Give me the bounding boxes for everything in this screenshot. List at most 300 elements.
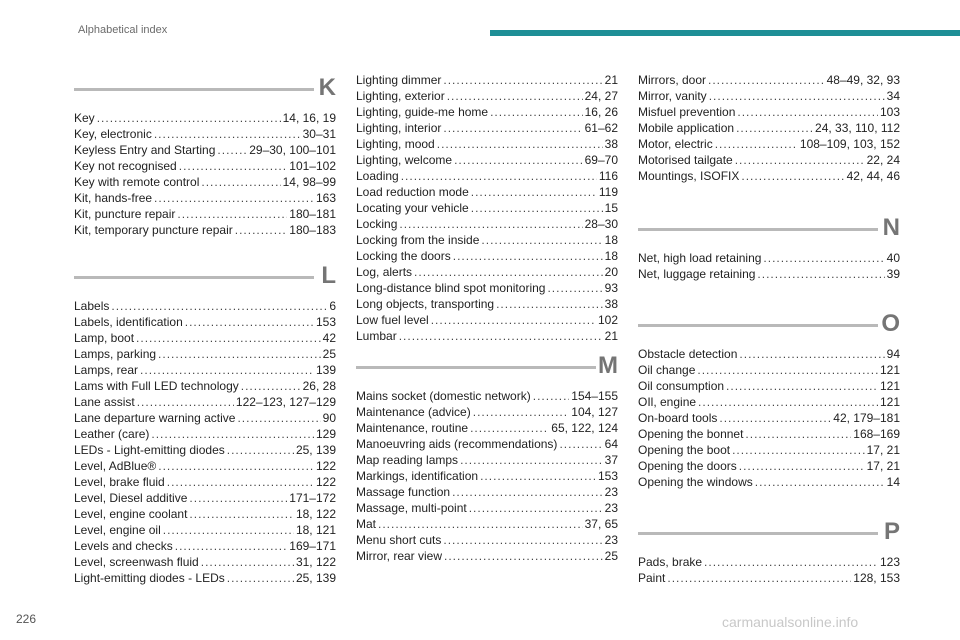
entry-pages: 18, 121 [295,523,336,537]
entry-term: Level, brake fluid [74,475,165,489]
dot-leader [177,206,287,222]
entry-pages: 23 [604,501,618,515]
entry-term: Lane departure warning active [74,411,236,425]
entry-pages: 93 [604,281,618,295]
dot-leader [481,232,602,248]
entry-pages: 16, 26 [584,105,618,119]
entry-term: Levels and checks [74,539,173,553]
index-entry [356,120,618,136]
entry-pages: 65, 122, 124 [551,421,618,435]
section-l-continued [356,72,618,344]
entry-term: Long objects, transporting [356,297,495,311]
entry-pages: 28–30 [584,217,618,231]
section-header [638,520,900,554]
entry-term: Net, luggage retaining [638,267,756,281]
index-entry [74,110,336,126]
dot-leader [237,410,320,426]
entry-pages: 42, 179–181 [833,411,900,425]
entry-pages: 102 [597,313,618,327]
entry-term: Manoeuvring aids (recommendations) [356,437,558,451]
entry-term: Net, high load retaining [638,251,762,265]
entry-term: Locking from the inside [356,233,480,247]
entry-pages: 48–49, 32, 93 [826,73,900,87]
entry-term: Low fuel level [356,313,429,327]
dot-leader [559,436,602,452]
entry-term: Paint [638,571,666,585]
index-entry [74,394,336,410]
dot-leader [704,554,878,570]
entry-pages: 31, 122 [295,555,336,569]
index-entry [638,104,900,120]
index-entry [638,570,900,586]
index-entry [356,404,618,420]
entry-pages: 40 [886,251,900,265]
index-entry [356,152,618,168]
entry-pages: 129 [315,427,336,441]
index-entry [638,474,900,490]
entry-list [638,250,900,282]
index-entry [74,126,336,142]
entry-pages: 104, 127 [571,405,618,419]
index-entry [74,442,336,458]
entry-term: Obstacle detection [638,347,738,361]
index-entry [356,296,618,312]
section-divider [74,276,314,279]
index-entry [356,516,618,532]
entry-pages: 101–102 [289,159,336,173]
entry-term: Mat [356,517,377,531]
dot-leader [154,190,314,206]
dot-leader [698,394,878,410]
page-header-title: Alphabetical index [78,24,168,36]
entry-pages: 121 [879,379,900,393]
entry-pages: 30–31 [302,127,336,141]
entry-term: Opening the windows [638,475,753,489]
dot-leader [697,362,878,378]
dot-leader [414,264,603,280]
index-entry [638,458,900,474]
index-entry [356,484,618,500]
dot-leader [473,404,570,420]
entry-term: Key, electronic [74,127,152,141]
entry-term: Level, engine coolant [74,507,188,521]
entry-pages: 94 [886,347,900,361]
dot-leader [378,516,583,532]
index-entry [356,200,618,216]
entry-pages: 121 [879,395,900,409]
index-entry [638,266,900,282]
entry-term: Labels [74,299,110,313]
dot-leader [741,168,844,184]
section-letter: M [598,352,618,379]
section-header [74,264,336,298]
watermark-text: carmanualsonline.info [722,614,859,630]
index-entry [638,72,900,88]
entry-pages: 103 [879,105,900,119]
index-entry [74,346,336,362]
index-entry [356,168,618,184]
index-entry [638,554,900,570]
entry-term: Motor, electric [638,137,713,151]
index-entry [638,394,900,410]
entry-term: Mobile application [638,121,735,135]
entry-pages: 153 [597,469,618,483]
header-accent-bar [490,30,960,36]
index-entry [356,328,618,344]
dot-leader [709,88,885,104]
dot-leader [667,570,851,586]
section-l [74,264,336,586]
index-entry [356,388,618,404]
entry-pages: 169–171 [289,539,336,553]
dot-leader [757,266,884,282]
entry-term: Lighting, welcome [356,153,453,167]
dot-leader [401,168,597,184]
entry-term: Lighting, mood [356,137,435,151]
dot-leader [154,126,301,142]
entry-pages: 42 [322,331,336,345]
entry-term: Lighting, exterior [356,89,445,103]
index-entry [356,232,618,248]
page-number: 226 [16,612,37,626]
section-divider [638,324,878,327]
dot-leader [136,330,321,346]
entry-term: Opening the boot [638,443,731,457]
index-entry [74,474,336,490]
entry-pages: 21 [604,329,618,343]
dot-leader [719,410,831,426]
dot-leader [443,532,602,548]
entry-pages: 17, 21 [866,459,900,473]
entry-term: OIl, engine [638,395,697,409]
dot-leader [708,72,825,88]
entry-term: Markings, identification [356,469,479,483]
entry-list [74,110,336,238]
entry-list [74,298,336,586]
index-entry [356,184,618,200]
entry-term: Opening the bonnet [638,427,744,441]
entry-pages: 122–123, 127–129 [235,395,336,409]
entry-pages: 24, 33, 110, 112 [815,121,900,135]
entry-term: Lane assist [74,395,135,409]
dot-leader [547,280,602,296]
entry-pages: 168–169 [853,427,900,441]
entry-term: Maintenance (advice) [356,405,471,419]
index-entry [74,538,336,554]
dot-leader [217,142,247,158]
entry-pages: 23 [604,533,618,547]
entry-term: Load reduction mode [356,185,469,199]
dot-leader [470,420,549,436]
entry-pages: 123 [879,555,900,569]
entry-term: Lamps, parking [74,347,157,361]
entry-pages: 20 [604,265,618,279]
entry-term: Kit, puncture repair [74,207,176,221]
index-entry [74,190,336,206]
index-entry [74,522,336,538]
section-n [638,216,900,282]
entry-term: Level, Diesel additive [74,491,188,505]
index-entry [74,506,336,522]
index-entry [74,158,336,174]
dot-leader [185,314,314,330]
index-entry [356,312,618,328]
entry-pages: 108–109, 103, 152 [799,137,900,151]
index-entry [74,458,336,474]
section-p [638,520,900,586]
entry-term: Mirror, rear view [356,549,443,563]
entry-pages: 22, 24 [866,153,900,167]
index-entry [638,426,900,442]
entry-term: Map reading lamps [356,453,459,467]
dot-leader [158,346,321,362]
index-entry [356,248,618,264]
entry-list [638,346,900,490]
entry-term: Level, engine oil [74,523,161,537]
index-entry [638,120,900,136]
entry-term: Key with remote control [74,175,200,189]
dot-leader [447,88,583,104]
entry-term: Lighting, guide-me home [356,105,489,119]
index-entry [356,500,618,516]
dot-leader [189,490,287,506]
index-entry [74,174,336,190]
entry-pages: 122 [315,475,336,489]
dot-leader [431,312,596,328]
entry-pages: 18 [604,249,618,263]
index-entry [638,378,900,394]
dot-leader [471,200,603,216]
dot-leader [189,506,294,522]
entry-term: LEDs - Light-emitting diodes [74,443,225,457]
dot-leader [735,152,865,168]
section-letter: N [882,214,900,241]
dot-leader [490,104,583,120]
dot-leader [201,174,280,190]
entry-pages: 26, 28 [302,379,336,393]
section-header [638,216,900,250]
entry-pages: 14, 16, 19 [282,111,336,125]
entry-term: Kit, hands-free [74,191,153,205]
entry-term: Long-distance blind spot monitoring [356,281,546,295]
dot-leader [452,484,603,500]
dot-leader [739,346,884,362]
entry-pages: 21 [604,73,618,87]
section-k [74,76,336,238]
entry-pages: 90 [322,411,336,425]
entry-pages: 17, 21 [866,443,900,457]
entry-term: Lamps, rear [74,363,139,377]
dot-leader [137,394,234,410]
index-entry [356,420,618,436]
index-entry [74,206,336,222]
dot-leader [533,388,570,404]
entry-pages: 25, 139 [295,571,336,585]
index-entry [356,264,618,280]
entry-term: Key not recognised [74,159,177,173]
index-entry [638,346,900,362]
entry-pages: 64 [604,437,618,451]
entry-term: Menu short cuts [356,533,442,547]
index-entry [74,142,336,158]
entry-term: Mirrors, door [638,73,707,87]
index-entry [74,490,336,506]
section-divider [638,228,878,231]
dot-leader [241,378,301,394]
index-entry [356,104,618,120]
index-entry [74,554,336,570]
index-entry [356,72,618,88]
section-letter: P [883,518,900,545]
entry-pages: 163 [315,191,336,205]
index-entry [356,436,618,452]
dot-leader [151,426,314,442]
entry-term: Lams with Full LED technology [74,379,239,393]
entry-term: On-board tools [638,411,718,425]
entry-pages: 69–70 [584,153,618,167]
index-entry [74,378,336,394]
index-entry [638,250,900,266]
entry-list [638,554,900,586]
dot-leader [739,458,865,474]
entry-pages: 121 [879,363,900,377]
entry-pages: 25 [604,549,618,563]
index-entry [356,280,618,296]
entry-term: Locating your vehicle [356,201,469,215]
entry-pages: 139 [315,363,336,377]
section-header [74,76,336,110]
section-divider [638,532,878,535]
entry-pages: 180–183 [289,223,336,237]
entry-pages: 61–62 [584,121,618,135]
index-entry [638,442,900,458]
dot-leader [97,110,281,126]
dot-leader [726,378,878,394]
entry-term: Mirror, vanity [638,89,707,103]
entry-pages: 119 [598,185,618,199]
entry-term: Pads, brake [638,555,703,569]
dot-leader [736,120,813,136]
entry-pages: 18, 122 [295,507,336,521]
entry-term: Motorised tailgate [638,153,733,167]
index-entry [74,222,336,238]
index-entry [74,330,336,346]
entry-pages: 180–181 [289,207,336,221]
dot-leader [471,184,597,200]
entry-pages: 42, 44, 46 [846,169,900,183]
dot-leader [163,522,294,538]
index-entry [356,452,618,468]
entry-term: Lamp, boot [74,331,135,345]
entry-term: Key [74,111,95,125]
entry-pages: 128, 153 [853,571,900,585]
dot-leader [496,296,603,312]
index-entry [638,410,900,426]
entry-term: Labels, identification [74,315,183,329]
entry-pages: 171–172 [289,491,336,505]
entry-term: Oil consumption [638,379,725,393]
index-entry [356,136,618,152]
dot-leader [201,554,294,570]
dot-leader [763,250,884,266]
index-entry [74,362,336,378]
index-entry [74,410,336,426]
index-entry [74,314,336,330]
index-entry [638,362,900,378]
section-m [356,354,618,564]
dot-leader [175,538,288,554]
section-divider [74,88,314,91]
entry-pages: 37 [604,453,618,467]
section-o [638,312,900,490]
entry-term: Oil change [638,363,696,377]
index-entry [638,168,900,184]
dot-leader [140,362,314,378]
dot-leader [454,152,583,168]
entry-pages: 23 [604,485,618,499]
entry-list [638,72,900,184]
dot-leader [715,136,798,152]
dot-leader [444,548,603,564]
section-header [638,312,900,346]
section-divider [356,366,596,369]
entry-term: Level, screenwash fluid [74,555,199,569]
entry-pages: 116 [598,169,618,183]
dot-leader [460,452,603,468]
dot-leader [399,216,582,232]
dot-leader [453,248,603,264]
section-header [356,354,618,388]
section-letter: O [881,310,900,337]
entry-pages: 18 [604,233,618,247]
entry-pages: 34 [886,89,900,103]
entry-pages: 14 [886,475,900,489]
entry-term: Loading [356,169,399,183]
dot-leader [235,222,288,238]
index-entry [74,426,336,442]
index-entry [356,548,618,564]
entry-term: Locking [356,217,398,231]
entry-pages: 6 [329,299,336,313]
entry-term: Log, alerts [356,265,413,279]
entry-term: Keyless Entry and Starting [74,143,216,157]
entry-pages: 25 [322,347,336,361]
dot-leader [167,474,314,490]
dot-leader [399,328,603,344]
entry-term: Mountings, ISOFIX [638,169,740,183]
index-entry [638,136,900,152]
dot-leader [227,570,294,586]
dot-leader [443,120,582,136]
dot-leader [745,426,851,442]
dot-leader [480,468,596,484]
entry-pages: 15 [604,201,618,215]
entry-term: Mains socket (domestic network) [356,389,531,403]
index-entry [74,298,336,314]
entry-term: Kit, temporary puncture repair [74,223,233,237]
dot-leader [179,158,288,174]
index-entry [356,216,618,232]
entry-pages: 24, 27 [584,89,618,103]
dot-leader [437,136,603,152]
entry-pages: 25, 139 [295,443,336,457]
entry-term: Maintenance, routine [356,421,469,435]
entry-term: Level, AdBlue® [74,459,157,473]
dot-leader [737,104,878,120]
index-entry [638,88,900,104]
index-entry [356,88,618,104]
section-letter: L [321,262,336,289]
